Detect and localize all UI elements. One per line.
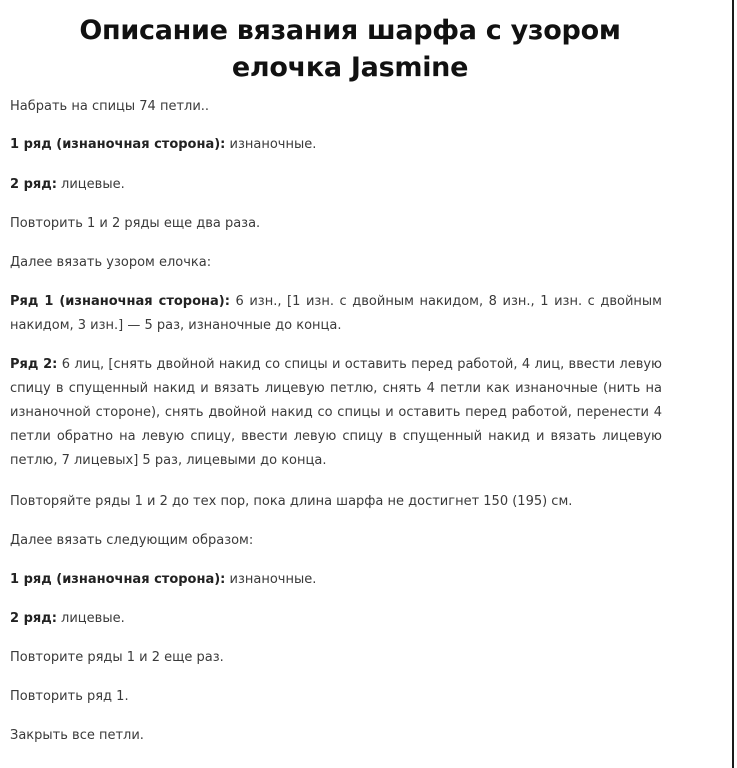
row-1-text: изнаночные.	[225, 137, 317, 152]
pattern-row-1-text: 6 изн., [1 изн. с двойным накидом, 8 изн., 1 изн. с двойным накидом, 3 изн.] — 5 раз, изнаночные до конца.	[10, 294, 662, 333]
paragraph-pattern-row-2	[10, 353, 662, 473]
page-title-line-2: елочка Jasmine	[231, 52, 469, 83]
paragraph-final-row-1	[10, 568, 670, 592]
paragraph-pattern-row-1	[10, 290, 662, 338]
final-row-1-label: 1 ряд (изнаночная сторона):	[10, 572, 226, 587]
page-border	[732, 0, 734, 768]
paragraph-final-row-2	[10, 607, 670, 631]
page-title-line-1: Описание вязания шарфа с узором	[79, 15, 621, 46]
pattern-row-2-label: Ряд 2:	[10, 357, 58, 372]
final-row-2-text: лицевые.	[56, 611, 125, 626]
row-2-label: 2 ряд:	[10, 177, 57, 192]
paragraph-repeat-1: Повторить 1 и 2 ряды еще два раза.	[10, 216, 261, 231]
paragraph-bind-off: Закрыть все петли.	[10, 728, 144, 743]
final-row-2-label: 2 ряд:	[10, 611, 57, 626]
paragraph-repeat-2: Повторите ряды 1 и 2 еще раз.	[10, 650, 224, 665]
final-row-1-text: изнаночные.	[225, 572, 317, 587]
paragraph-cast-on: Набрать на спицы 74 петли..	[10, 99, 210, 114]
paragraph-pattern-intro: Далее вязать узором елочка:	[10, 255, 212, 270]
paragraph-repeat-row-1: Повторить ряд 1.	[10, 689, 129, 704]
pattern-row-2-text: 6 лиц, [снять двойной накид со спицы и оставить перед работой, 4 лиц, ввести левую спицу в спущенный накид и вязать лицевую петлю, снять 4 петли как изнаночные (нить на изнаночной стороне), снять двойной накид со спицы и оставить перед работой, перенести 4 петли обратно на левую спицу, ввести левую спицу в спущенный накид и вязать лицевую петлю, 7 лицевых] 5 раз, лицевыми до конца.	[10, 357, 662, 468]
paragraph-row-1	[10, 133, 670, 157]
paragraph-row-2	[10, 173, 670, 197]
pattern-row-1-label: Ряд 1 (изнаночная сторона):	[10, 294, 230, 309]
row-1-label: 1 ряд (изнаночная сторона):	[10, 137, 226, 152]
paragraph-repeat-until: Повторяйте ряды 1 и 2 до тех пор, пока длина шарфа не достигнет 150 (195) см.	[10, 494, 573, 509]
paragraph-next-intro: Далее вязать следующим образом:	[10, 533, 254, 548]
row-2-text: лицевые.	[56, 177, 125, 192]
